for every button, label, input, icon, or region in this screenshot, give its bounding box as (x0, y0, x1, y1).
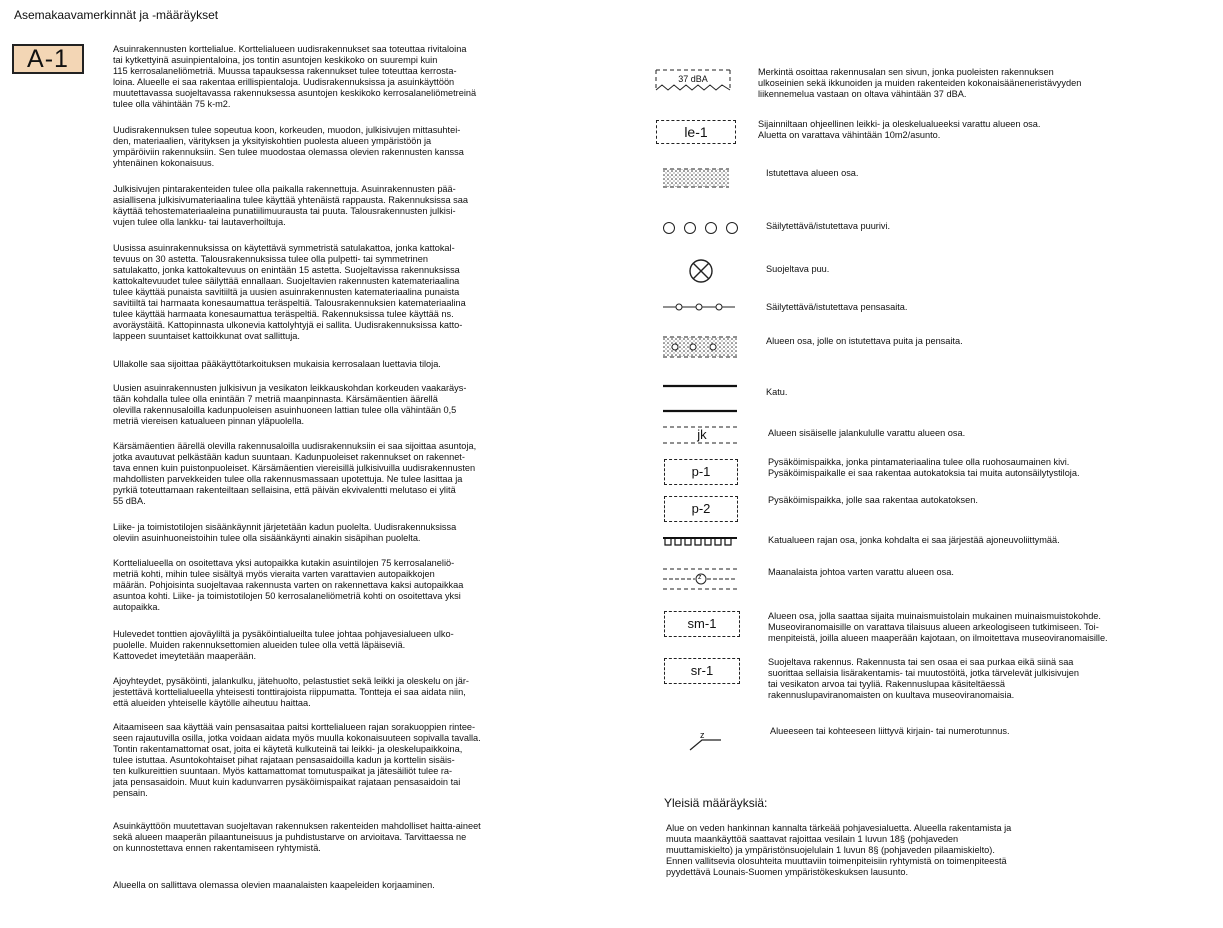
legend-description: Säilytettävä/istutettava puurivi. (766, 221, 891, 231)
regulation-paragraph: Uudisrakennuksen tulee sopeutua koon, korkeuden, muodon, julkisivujen mittasuhtei- den, materiaalien, värityksen ja yksityiskohtien puolesta alueen ympäristöön ja ympäröiviin rakennuksiin. Sen tulee muodostaa olemassa olevien rakennusten kanssa yhtenäinen kokonaisuus. (113, 125, 464, 168)
play-area-symbol: le-1 (656, 120, 736, 144)
legend-description: Istutettava alueen osa. (766, 168, 859, 178)
legend-description: Sijainniltaan ohjeellinen leikki- ja oleskelualueeksi varattu alueen osa. Aluetta on varattava vähintään 10m2/asunto. (758, 119, 1041, 140)
regulation-paragraph: Kärsämäentien äärellä olevilla rakennusaloilla uudisrakennuksiin ei saa sijoittaa asuntoja, jotka avautuvat pelkästään kadun suuntaan. Kadunpuoleiset rakennukset on rakennet- tava ennen kuin puistonpuoleiset. Kärsämäentien viereisillä julkisivuilla uudisrakennusten mahdollisten parvekkeiden tulee olla rakennusmassaan upotettuja. Ne tulee lasittaa ja pyrkiä toteuttamaan rakenteiltaan sellaisina, että päivän ekvivalentti melutaso ei ylitä 55 dBA. (113, 441, 477, 506)
regulation-paragraph: Asuinkäyttöön muutettavan suojeltavan rakennuksen rakenteiden mahdolliset haitta-aineet sekä alueen maaperän pilaantuneisuus ja puhdistustarve on arvioitava. Tarvittaessa ne on kunnostettava ennen rakentamiseen ryhtymistä. (113, 821, 481, 853)
legend-description: Pysäköimispaikka, jonka pintamateriaalina tulee olla ruohosaumainen kivi. Pysäköimispaikalle ei saa rakentaa autokatoksia tai muita autonsäilytystiloja. (768, 457, 1080, 478)
protected-tree-symbol (655, 258, 739, 284)
regulation-paragraph: Ullakolle saa sijoittaa pääkäyttötarkoituksen mukaisia kerrosalaan luettavia tiloja. (113, 359, 441, 369)
legend-description: Säilytettävä/istutettava pensasaita. (766, 302, 908, 312)
regulation-paragraph: Uusissa asuinrakennuksissa on käytettävä symmetristä satulakattoa, jonka kattokal- tevuus on 30 astetta. Talousrakennuksissa tulee olla pulpetti- tai symmetrinen satulakatto, jonka kattokaltevuus on enintään 15 astetta. Suojeltavissa rakennuksissa kattokaltevuudet tulee säilyttää ennallaan. Suojeltavien rakennusten katemateriaalina tulee käyttää punaista savitiiltä ja uusien asuinrakennusten katemateriaalina punaista savitiiltä tai harmaata konesaumattua teräspeltiä. Talousrakennuksien katemateriaalina tulee käyttää harmaata konesaumattua teräspeltiä. Rakennuksissa tulee käyttää ns. avoräystäitä. Kattopinnasta ulkonevia kattolyhtyjä ei sallita. Uudisrakennuksissa katto- lappeen suuntaiset kattoikkunat ovat sallittuja. (113, 243, 466, 341)
protected-building-symbol: sr-1 (664, 658, 740, 684)
zone-code-label: A-1 (12, 44, 84, 74)
noise-label: 37 dBA (678, 74, 708, 84)
trees-shrubs-area-symbol (655, 334, 739, 360)
regulation-paragraph: Aitaamiseen saa käyttää vain pensasaitaa paitsi korttelialueen rajan sorakuoppien rintee- seen rajautuvilla osilla, jotka voidaan aidata myös muulla kokonaisuuteen sopivalla tavalla. Tontin rakentamattomat osat, joita ei käytetä kulkuteinä tai leikki- ja oleskelupaikkoina, tulee istuttaa. Asuntokohtaiset pihat rajataan pensasaidoilla kadun ja korttelin sisäis- ten kulkureittien suuntaan. Myös kattamattomat tomutuspaikat ja jätesäiliöt tulee ra- jata pensasaidoin. Muut kuin kadunvarren pysäköimispaikat rajataan pensasaidoin tai pensain. (113, 722, 481, 798)
regulation-paragraph: Liike- ja toimistotilojen sisäänkäynnit järjetetään kadun puolelta. Uudisrakennuksissa oleviin asuinhuoneistoihin tulee olla sisäänkäynti ainakin sisäpihan puolelta. (113, 522, 457, 543)
identifier-symbol (655, 730, 739, 754)
legend-description: Alueen osa, jolle on istutettava puita ja pensaita. (766, 336, 963, 346)
regulation-paragraph: Korttelialueella on osoitettava yksi autopaikka kutakin asuintilojen 75 kerrosalaneliö- metriä kohti, mihin tulee sisältyä myös vieraita varten varattavien autopaikkojen määrän. Pohjoisinta suojeltavaa rakennusta varten on rakennettava kaksi autopaikkaa asuntoa kohti. Liike- ja toimistotilojen 50 kerrosalaneliömetriä kohti on osoitettava yksi autopaikka. (113, 558, 464, 612)
parking-p2-symbol: p-2 (664, 496, 738, 522)
general-regulations-heading: Yleisiä määräyksiä: (664, 796, 768, 810)
page-title: Asemakaavamerkinnät ja -määräykset (14, 8, 219, 22)
legend-description: Suojeltava puu. (766, 264, 830, 274)
legend-description: Pysäköimispaikka, jolle saa rakentaa autokatoksen. (768, 495, 978, 505)
street-symbol (655, 380, 739, 416)
general-regulations-text: Alue on veden hankinnan kannalta tärkeää pohjavesialuetta. Alueella rakentamista ja muuta maankäyttöä saattavat rajoittaa vesilain 1 luvun 18§ (pohjaveden muuttamiskielto) ja ympäristönsuojelulain 1 luvun 8§ (pohjaveden pilaamiskielto). Ennen vallitsevia olosuhteita muuttaviin toimenpiteisiin ryhtymistä on toimenpiteestä pyydettävä Lounais-Suomen ympäristökeskuksen lausunto. (666, 823, 1012, 877)
regulation-paragraph: Hulevedet tonttien ajoväyliltä ja pysäköintialueilta tulee johtaa pohjavesialueen ulko- puolelle. Muiden rakennuksettomien alueiden tulee olla vettä läpäiseviä. Kattovedet imeytetään maaperään. (113, 629, 454, 661)
tree-row-symbol (655, 220, 739, 236)
planted-area-symbol (655, 166, 739, 190)
parking-p1-symbol: p-1 (664, 459, 738, 485)
identifier-label: z (700, 730, 705, 740)
legend-description: Merkintä osoittaa rakennusalan sen sivun, jonka puoleisten rakennuksen ulkoseinien sekä ikkunoiden ja muiden rakenteiden kokonaisääneneristävyyden liikennemelua vastaan on oltava vähintään 37 dBA. (758, 67, 1082, 99)
legend-description: Maanalaista johtoa varten varattu alueen osa. (768, 567, 954, 577)
legend-description: Alueeseen tai kohteeseen liittyvä kirjain- tai numerotunnus. (770, 726, 1010, 736)
hedge-symbol (655, 301, 739, 313)
legend-description: Alueen sisäiselle jalankululle varattu alueen osa. (768, 428, 966, 438)
regulation-paragraph: Alueella on sallittava olemassa olevien maanalaisten kaapeleiden korjaaminen. (113, 880, 435, 890)
legend-description: Katu. (766, 387, 788, 397)
antiquity-area-symbol: sm-1 (664, 611, 740, 637)
pedestrian-area-symbol (655, 424, 739, 446)
no-vehicle-access-symbol (655, 534, 739, 548)
regulation-paragraph: Uusien asuinrakennusten julkisivun ja vesikaton leikkauskohdan korkeuden vaakaräys- tään kohdalla tulee olla enintään 7 metriä maanpinnasta. Kärsämäentien äärellä olevilla rakennusaloilla kadunpuoleisen asuinhuoneen lattian tulee olla vähintään 0,5 metriä viereisen katualueen pinnan yläpuolella. (113, 383, 467, 426)
regulation-paragraph: Julkisivujen pintarakenteiden tulee olla paikalla rakennettuja. Asuinrakennusten pää- asiallisena julkisivumateriaalina tulee käyttää yhtenäistä rappausta. Rakennuksissa saa käyttää tehostemateriaaleina punatiilimuurausta tai puuta. Talousrakennusten julkisi- vujen tulee olla lankku- tai lautaverhoiltuja. (113, 184, 468, 227)
pedestrian-label: jk (697, 427, 707, 442)
underground-line-area-symbol (655, 566, 739, 592)
regulation-paragraph: Ajoyhteydet, pysäköinti, jalankulku, jätehuolto, pelastustiet sekä leikki ja oleskelu on jär- jestettävä korttelialueella yhteisesti tonttirajoista riippumatta. Tontteja ei saa aidata niin, että alueiden yhteiselle käytölle aiheutuu haittaa. (113, 676, 469, 708)
legend-description: Suojeltava rakennus. Rakennusta tai sen osaa ei saa purkaa eikä siinä saa suorittaa sellaisia lisärakentamis- tai muutostöitä, jotka tärvelevät julkisivujen tai vesikaton arvoa tai tyyliä. Rakennuslupaa käsiteltäessä rakennuslupaviranomaisten on kuultava museoviranomaisia. (768, 657, 1079, 700)
legend-description: Alueen osa, jolla saattaa sijaita muinaismuistolain mukainen muinaismuistokohde. Museoviranomaisille on varattava tilaisuus alueen arkeologiseen tutkimiseen. Toi- menpiteistä, joilla alueen maaperään kajotaan, on ilmoitettava museoviranomaisille. (768, 611, 1108, 643)
underground-line-label: z (698, 574, 702, 581)
regulation-paragraph: Asuinrakennusten korttelialue. Korttelialueen uudisrakennukset saa toteuttaa rivitaloina tai kytkettyinä asuinpientaloina, jos tontin asuntojen keskikoko on suurempi kuin 115 kerrosalaneliömetriä. Muussa tapauksessa rakennukset tulee toteuttaa kerrosta- loina. Alueelle ei saa rakentaa erillispientaloja. Uudisrakennuksissa ja asuinkäyttöön muutettavassa suojeltavassa rakennuksessa asuntojen keskikoko kerrosalaneliömetreinä tulee olla vähintään 75 k-m2. (113, 44, 477, 109)
legend-description: Katualueen rajan osa, jonka kohdalta ei saa järjestää ajoneuvoliittymää. (768, 535, 1060, 545)
noise-insulation-symbol (655, 68, 739, 94)
